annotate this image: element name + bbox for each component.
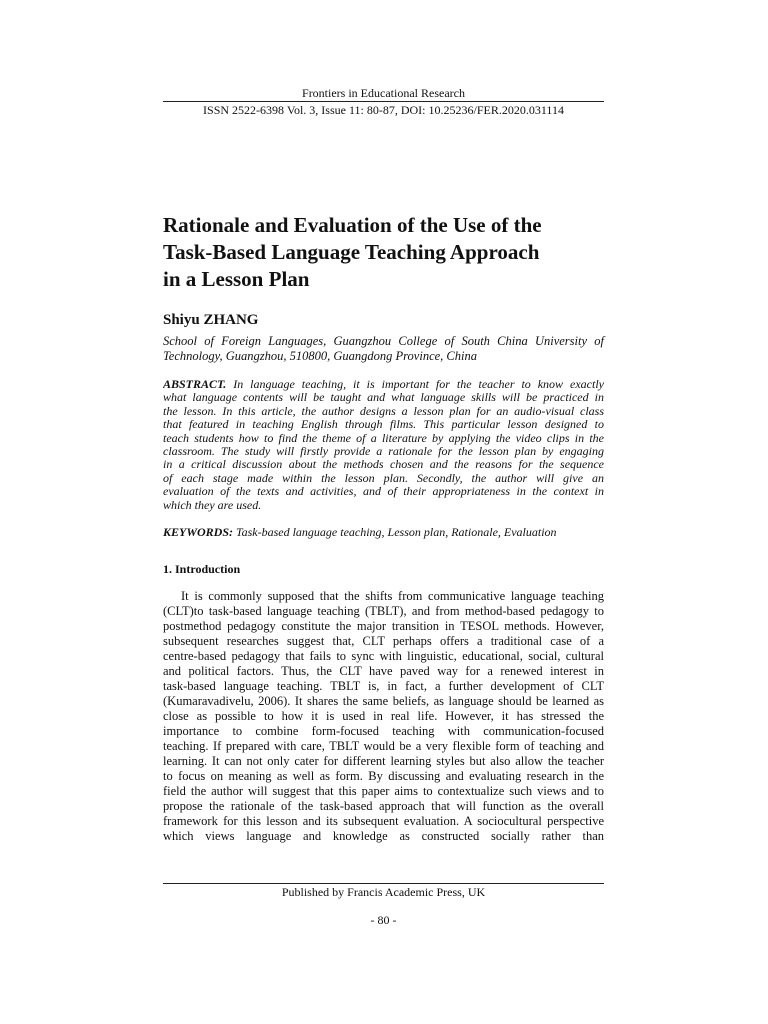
abstract-line: teach students how to find the theme of a literature by applying the video clips in the <box>163 431 604 445</box>
abstract-line: the lesson. In this article, the author designs a lesson plan for an audio-visual class <box>163 404 604 418</box>
abstract-label: ABSTRACT. <box>163 378 227 391</box>
section-heading: 1. Introduction <box>163 562 241 576</box>
paragraph-line: importance to combine form-focused teaching with communication-focused <box>163 724 604 738</box>
abstract-line: evaluation of the texts and activities, and of their appropriateness in the context in <box>163 485 604 499</box>
keywords-label: KEYWORDS: <box>163 525 234 539</box>
abstract-line: what language contents will be taught and what language skills will be practiced in <box>163 391 604 405</box>
abstract-line: which they are used. <box>163 498 262 512</box>
keywords-text: Task-based language teaching, Lesson plan, Rationale, Evaluation <box>233 525 557 539</box>
title-line: in a Lesson Plan <box>163 267 310 291</box>
author-affiliation <box>163 334 604 363</box>
abstract-line: that featured in teaching English through films. This particular lesson designed to <box>163 418 604 432</box>
page-number: - 80 - <box>370 913 397 927</box>
paragraph-line: propose the rationale of the task-based approach that will function as the overall <box>163 799 604 813</box>
paragraph-line: (Kumaravadivelu, 2006). It shares the same beliefs, as language should be learned as <box>163 694 604 708</box>
affiliation-line: Technology, Guangzhou, 510800, Guangdong Province, China <box>163 348 477 363</box>
paragraph-line: which views language and knowledge as constructed socially rather than <box>163 829 604 843</box>
affiliation-line: School of Foreign Languages, Guangzhou College of South China University of <box>163 334 604 348</box>
paragraph-line: centre-based pedagogy that fails to sync with linguistic, educational, social, cultural <box>163 649 604 663</box>
paragraph-line: postmethod pedagogy constitute the major transition in TESOL methods. However, <box>163 619 604 633</box>
paragraph-line: (CLT)to task-based language teaching (TBLT), and from method-based pedagogy to <box>163 604 604 618</box>
abstract-line: classroom. The study will firstly provide a rationale for the lesson plan by engaging <box>163 444 604 458</box>
paragraph-line: teaching. If prepared with care, TBLT would be a very flexible form of teaching and <box>163 739 604 753</box>
paragraph-line: task-based language teaching. TBLT is, in fact, a further development of CLT <box>163 679 604 693</box>
abstract-text: In language teaching, it is important for the teacher to know exactly <box>226 378 604 391</box>
title-line: Task-Based Language Teaching Approach <box>163 240 540 264</box>
journal-name: Frontiers in Educational Research <box>302 86 465 100</box>
paragraph-line: to focus on meaning as well as form. By discussing and evaluating research in the <box>163 769 604 783</box>
publisher-line: Published by Francis Academic Press, UK <box>281 885 486 899</box>
paragraph-line: close as possible to how it is used in real life. However, it has stressed the <box>163 709 604 723</box>
paragraph-line: field the author will suggest that this paper aims to contextualize such views and to <box>163 784 604 798</box>
header-divider <box>163 101 604 102</box>
introduction-paragraph <box>163 589 604 844</box>
abstract <box>163 378 604 512</box>
keywords <box>163 525 604 539</box>
abstract-line <box>163 378 604 391</box>
paragraph-line: subsequent researches suggest that, CLT perhaps offers a traditional case of a <box>163 634 604 648</box>
paragraph-line: framework for this lesson and its subsequent evaluation. A sociocultural perspective <box>163 814 604 828</box>
paper-title <box>163 212 604 293</box>
footer-divider <box>163 883 604 884</box>
title-line: Rationale and Evaluation of the Use of the <box>163 213 542 237</box>
paragraph-line: and political factors. Thus, the CLT have paved way for a renewed interest in <box>163 664 604 678</box>
paragraph-line: It is commonly supposed that the shifts from communicative language teaching <box>181 589 604 603</box>
abstract-line: of each stage made within the lesson plan. Secondly, the author will give an <box>163 471 604 485</box>
issn-line: ISSN 2522-6398 Vol. 3, Issue 11: 80-87, DOI: 10.25236/FER.2020.031114 <box>203 103 564 117</box>
author-name: Shiyu ZHANG <box>163 312 259 328</box>
abstract-line: in a critical discussion about the methods chosen and the reasons for the sequence <box>163 458 604 472</box>
paragraph-line: learning. It can not only cater for different learning styles but also allow the teacher <box>163 754 604 768</box>
